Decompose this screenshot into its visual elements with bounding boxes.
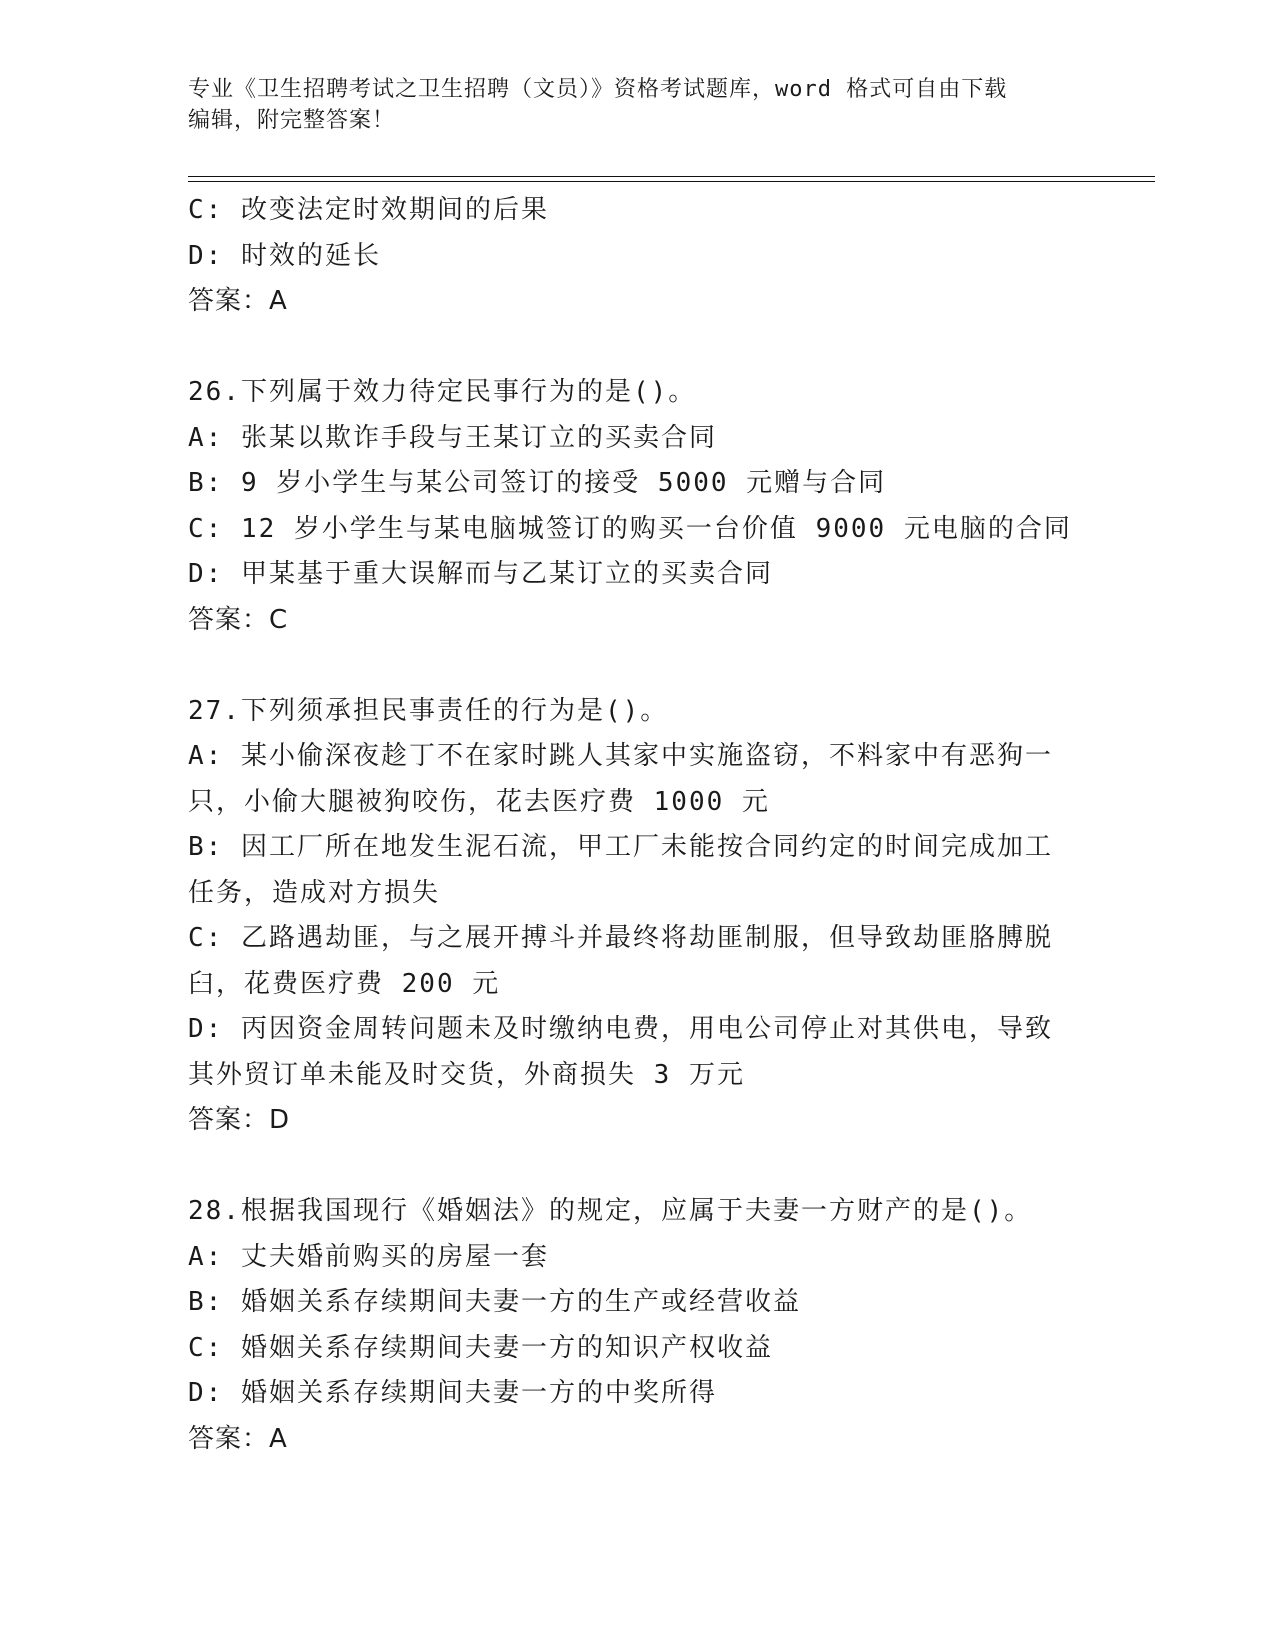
option-c-line-1: C: 乙路遇劫匪，与之展开搏斗并最终将劫匪制服，但导致劫匪胳膊脱 <box>188 923 1053 953</box>
previous-question-tail <box>188 188 1088 325</box>
option-c: C: 改变法定时效期间的后果 <box>188 195 549 225</box>
question-28 <box>188 1189 1088 1462</box>
answer: 答案：C <box>188 604 289 635</box>
option-a-line-1: A: 某小偷深夜趁丁不在家时跳人其家中实施盗窃，不料家中有恶狗一 <box>188 741 1053 771</box>
spacer <box>188 325 1088 371</box>
option-d-line-1: D: 丙因资金周转问题未及时缴纳电费，用电公司停止对其供电，导致 <box>188 1014 1053 1044</box>
question-list <box>188 188 1088 1462</box>
option-d: D: 时效的延长 <box>188 240 381 271</box>
answer: 答案：A <box>188 1423 288 1454</box>
option-d-line-2: 其外贸订单未能及时交货，外商损失 3 万元 <box>188 1059 745 1090</box>
option-b-line-1: B: 因工厂所在地发生泥石流，甲工厂未能按合同约定的时间完成加工 <box>188 832 1053 862</box>
header-divider-top <box>188 176 1155 177</box>
question-text: 28.根据我国现行《婚姻法》的规定，应属于夫妻一方财产的是()。 <box>188 1196 1033 1226</box>
option-a: A: 张某以欺诈手段与王某订立的买卖合同 <box>188 422 717 453</box>
option-b: B: 9 岁小学生与某公司签订的接受 5000 元赠与合同 <box>188 468 887 498</box>
option-d: D: 甲某基于重大误解而与乙某订立的买卖合同 <box>188 559 773 589</box>
header-line-2: 编辑，附完整答案！ <box>188 108 396 133</box>
spacer <box>188 1144 1088 1190</box>
option-d: D: 婚姻关系存续期间夫妻一方的中奖所得 <box>188 1378 717 1408</box>
option-b-line-2: 任务，造成对方损失 <box>188 877 441 908</box>
question-26 <box>188 370 1088 643</box>
option-a: A: 丈夫婚前购买的房屋一套 <box>188 1241 549 1272</box>
option-a-line-2: 只，小偷大腿被狗咬伤，花去医疗费 1000 元 <box>188 786 770 817</box>
option-c: C: 12 岁小学生与某电脑城签订的购买一台价值 9000 元电脑的合同 <box>188 513 1072 544</box>
answer: 答案：A <box>188 286 288 316</box>
document-header <box>188 74 1088 136</box>
header-divider-bottom <box>188 181 1155 182</box>
option-b: B: 婚姻关系存续期间夫妻一方的生产或经营收益 <box>188 1287 801 1317</box>
spacer <box>188 643 1088 689</box>
question-27 <box>188 689 1088 1144</box>
question-text: 27.下列须承担民事责任的行为是()。 <box>188 695 669 726</box>
option-c: C: 婚姻关系存续期间夫妻一方的知识产权收益 <box>188 1332 773 1363</box>
option-c-line-2: 臼，花费医疗费 200 元 <box>188 968 501 999</box>
question-text: 26.下列属于效力待定民事行为的是()。 <box>188 377 697 407</box>
answer: 答案：D <box>188 1105 291 1135</box>
header-line-1: 专业《卫生招聘考试之卫生招聘（文员）》资格考试题库，word 格式可自由下载 <box>188 77 1008 102</box>
